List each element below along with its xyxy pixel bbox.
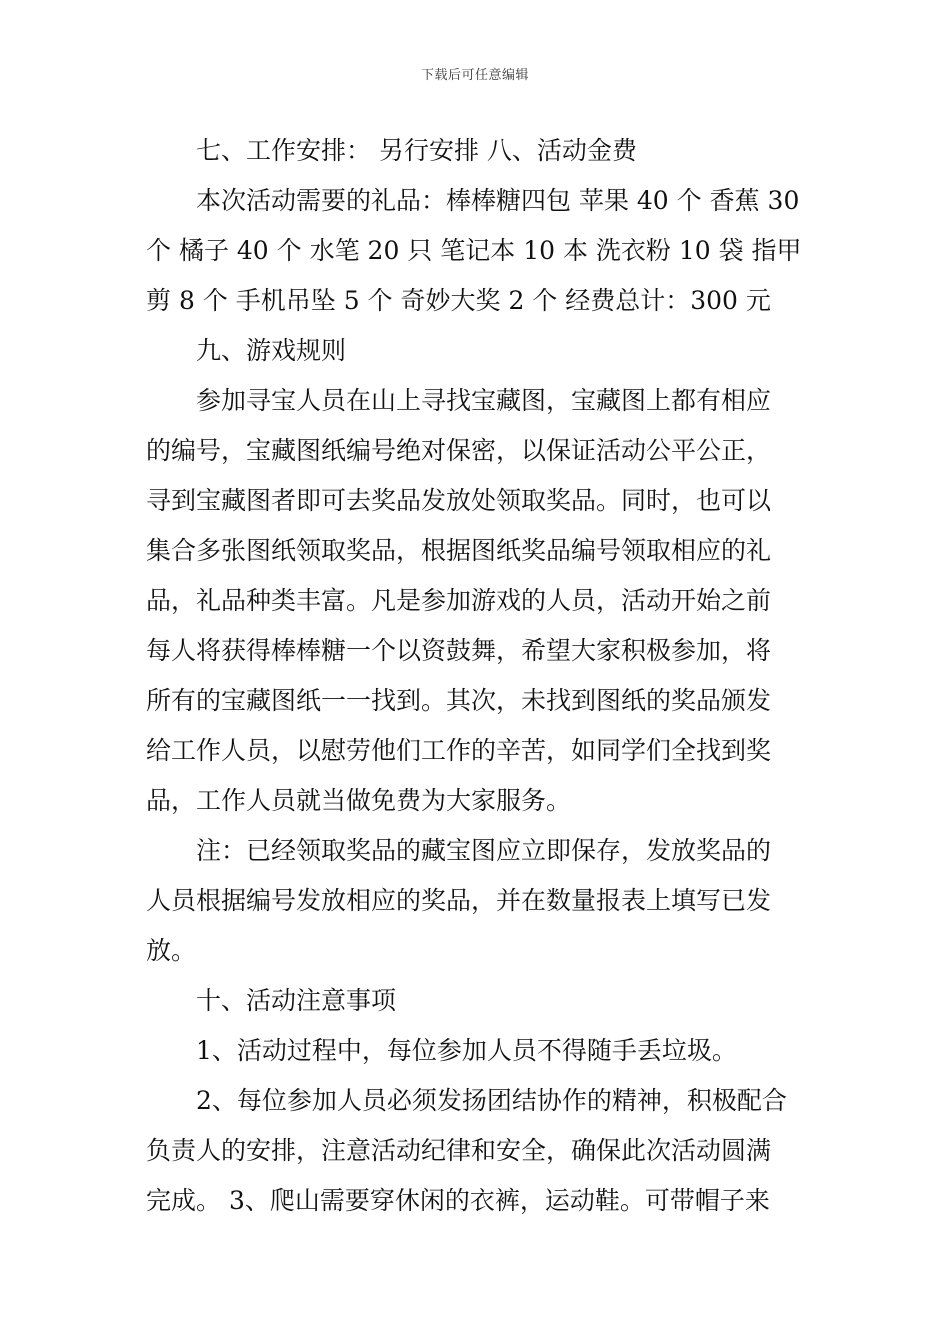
- note-paragraph-line: 人员根据编号发放相应的奖品，并在数量报表上填写已发: [146, 886, 772, 915]
- paragraph-line: 每人将获得棒棒糖一个以资鼓舞，希望大家积极参加，将: [146, 636, 772, 665]
- section-heading-game-rules: 九、游戏规则: [196, 336, 347, 365]
- list-item: 1、活动过程中，每位参加人员不得随手丢垃圾。: [196, 1036, 737, 1065]
- paragraph-line: 参加寻宝人员在山上寻找宝藏图，宝藏图上都有相应: [196, 386, 772, 415]
- paragraph-line: 品，礼品种类丰富。凡是参加游戏的人员，活动开始之前: [146, 586, 772, 615]
- paragraph-line: 负责人的安排，注意活动纪律和安全，确保此次活动圆满: [146, 1136, 772, 1165]
- paragraph-line: 的编号，宝藏图纸编号绝对保密，以保证活动公平公正，: [146, 436, 772, 465]
- note-paragraph-line: 注：已经领取奖品的藏宝图应立即保存，发放奖品的: [196, 836, 772, 865]
- section-heading-precautions: 十、活动注意事项: [196, 986, 397, 1015]
- page-header-note: 下载后可任意编辑: [420, 68, 529, 83]
- paragraph-line: 剪 8 个 手机吊坠 5 个 奇妙大奖 2 个 经费总计：300 元: [146, 286, 771, 315]
- paragraph-line: 本次活动需要的礼品：棒棒糖四包 苹果 40 个 香蕉 30: [196, 186, 800, 215]
- paragraph-line: 品，工作人员就当做免费为大家服务。: [146, 786, 572, 815]
- paragraph-line: 寻到宝藏图者即可去奖品发放处领取奖品。同时，也可以: [146, 486, 772, 515]
- note-paragraph-line: 放。: [146, 936, 197, 965]
- paragraph-line: 集合多张图纸领取奖品，根据图纸奖品编号领取相应的礼: [146, 536, 772, 565]
- paragraph-line: 给工作人员，以慰劳他们工作的辛苦，如同学们全找到奖: [146, 736, 772, 765]
- paragraph-line: 个 橘子 40 个 水笔 20 只 笔记本 10 本 洗衣粉 10 袋 指甲: [146, 236, 802, 265]
- section-heading-work-arrangement: 七、工作安排： 另行安排 八、活动金费: [196, 136, 637, 165]
- document-body: [146, 126, 808, 1226]
- paragraph-line: 所有的宝藏图纸一一找到。其次，未找到图纸的奖品颁发: [146, 686, 772, 715]
- paragraph-line: 完成。 3、爬山需要穿休闲的衣裤，运动鞋。可带帽子来: [146, 1186, 770, 1215]
- list-item: 2、每位参加人员必须发扬团结协作的精神，积极配合: [196, 1086, 787, 1115]
